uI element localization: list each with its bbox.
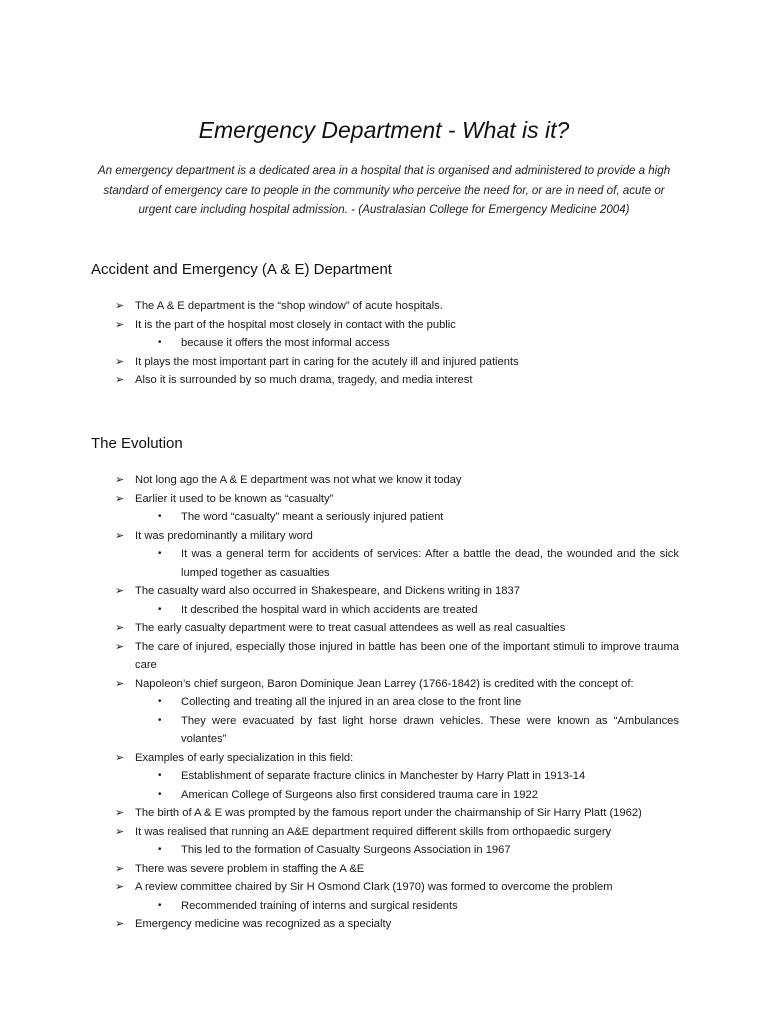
list-item-text: The A & E department is the “shop window” of acute hospitals. — [135, 300, 443, 312]
list-item — [0, 353, 768, 372]
list-item — [0, 823, 768, 842]
list-item-text: Also it is surrounded by so much drama, tragedy, and media interest — [135, 374, 473, 386]
list-item-text: There was severe problem in staffing the A &E — [135, 862, 365, 875]
list-item-text: It was a general term for accidents of services: After a battle the dead, the wounded and the sick lumped together as casualties — [181, 548, 679, 579]
arrow-bullet-icon: ➢ — [115, 492, 125, 505]
arrow-bullet-icon: ➢ — [115, 751, 125, 764]
list-item-text: The birth of A & E was prompted by the famous report under the chairmanship of Sir Harry Platt (1962) — [135, 807, 642, 819]
list-item — [0, 675, 768, 694]
sub-list-item — [0, 508, 768, 527]
arrow-bullet-icon: ➢ — [115, 918, 125, 930]
list-item — [0, 915, 768, 934]
arrow-bullet-icon: ➢ — [115, 355, 125, 368]
list-item — [0, 371, 768, 390]
dot-bullet-icon: • — [158, 337, 162, 348]
arrow-bullet-icon: ➢ — [115, 640, 125, 653]
sub-list-item — [0, 897, 768, 916]
sub-list-item — [0, 767, 768, 786]
list-item — [0, 471, 768, 490]
list-item-text: This led to the formation of Casualty Surgeons Association in 1967 — [181, 844, 511, 856]
list-item-text: It plays the most important part in caring for the acutely ill and injured patients — [135, 355, 519, 368]
section-heading-accident-emergency: Accident and Emergency (A & E) Department — [91, 261, 392, 278]
dot-bullet-icon: • — [158, 844, 162, 855]
arrow-bullet-icon: ➢ — [115, 807, 125, 819]
arrow-bullet-icon: ➢ — [115, 374, 125, 386]
dot-bullet-icon: • — [158, 696, 162, 707]
list-item — [0, 527, 768, 546]
sub-list-item — [0, 841, 768, 860]
list-item-text: The care of injured, especially those injured in battle has been one of the important stimuli to improve trauma care — [135, 640, 679, 671]
list-item-text: The word “casualty” meant a seriously injured patient — [181, 511, 444, 523]
list-item — [0, 582, 768, 601]
dot-bullet-icon: • — [158, 548, 162, 559]
arrow-bullet-icon: ➢ — [115, 622, 125, 634]
intro-paragraph: An emergency department is a dedicated area in a hospital that is organised and administered to provide a high standard of emergency care to people in the community who perceive the need for, or are in need of, acute or urgent care including hospital admission. - (Australasian College for Emergency Medicine 2004) — [97, 164, 671, 217]
list-item-text: Establishment of separate fracture clinics in Manchester by Harry Platt in 1913-14 — [181, 770, 586, 782]
list-item — [0, 878, 768, 897]
document-title: Emergency Department - What is it? — [198, 117, 570, 143]
list-item-text: American College of Surgeons also first considered trauma care in 1922 — [181, 788, 538, 801]
sub-list-item — [0, 786, 768, 805]
list-item-text: It described the hospital ward in which accidents are treated — [181, 603, 478, 616]
section-heading-evolution: The Evolution — [91, 435, 183, 452]
arrow-bullet-icon: ➢ — [115, 585, 125, 597]
sub-list-item — [0, 545, 768, 582]
list-item-text: It was realised that running an A&E department required different skills from orthopaedic surgery — [135, 825, 612, 838]
arrow-bullet-icon: ➢ — [115, 529, 125, 542]
list-item — [0, 804, 768, 823]
sub-list-item — [0, 693, 768, 712]
list-item-text: because it offers the most informal access — [181, 337, 390, 349]
sub-list-item — [0, 712, 768, 749]
list-item — [0, 297, 768, 316]
list-item-text: They were evacuated by fast light horse drawn vehicles. These were known as “Ambulances volantes” — [181, 714, 679, 745]
list-item-text: Earlier it used to be known as “casualty” — [135, 492, 334, 505]
arrow-bullet-icon: ➢ — [115, 474, 125, 486]
arrow-bullet-icon: ➢ — [115, 318, 125, 331]
list-item-text: Recommended training of interns and surgical residents — [181, 899, 458, 912]
arrow-bullet-icon: ➢ — [115, 862, 125, 875]
dot-bullet-icon: • — [158, 511, 162, 522]
list-item-text: It is the part of the hospital most closely in contact with the public — [135, 318, 456, 331]
list-item — [0, 490, 768, 509]
section-list-accident-emergency — [0, 297, 768, 390]
section-list-evolution — [0, 471, 768, 934]
dot-bullet-icon: • — [158, 899, 162, 911]
list-item-text: Collecting and treating all the injured in an area close to the front line — [181, 696, 522, 708]
list-item-text: It was predominantly a military word — [135, 529, 313, 542]
arrow-bullet-icon: ➢ — [115, 825, 125, 838]
dot-bullet-icon: • — [158, 770, 162, 781]
arrow-bullet-icon: ➢ — [115, 881, 125, 893]
list-item-text: The casualty ward also occurred in Shakespeare, and Dickens writing in 1837 — [135, 585, 520, 597]
list-item — [0, 860, 768, 879]
dot-bullet-icon: • — [158, 603, 162, 615]
sub-list-item — [0, 334, 768, 353]
list-item-text: A review committee chaired by Sir H Osmond Clark (1970) was formed to overcome the problem — [135, 881, 613, 893]
list-item — [0, 749, 768, 768]
list-item-text: Not long ago the A & E department was not what we know it today — [135, 474, 462, 486]
list-item-text: Examples of early specialization in this field: — [135, 751, 354, 764]
dot-bullet-icon: • — [158, 714, 162, 726]
arrow-bullet-icon: ➢ — [115, 300, 125, 312]
dot-bullet-icon: • — [158, 788, 162, 800]
list-item — [0, 638, 768, 675]
list-item-text: The early casualty department were to treat casual attendees as well as real casualties — [135, 622, 566, 634]
sub-list-item — [0, 601, 768, 620]
list-item — [0, 316, 768, 335]
list-item-text: Napoleon’s chief surgeon, Baron Dominique Jean Larrey (1766-1842) is credited with the concept of: — [135, 677, 634, 690]
arrow-bullet-icon: ➢ — [115, 677, 125, 690]
list-item-text: Emergency medicine was recognized as a specialty — [135, 918, 392, 930]
list-item — [0, 619, 768, 638]
